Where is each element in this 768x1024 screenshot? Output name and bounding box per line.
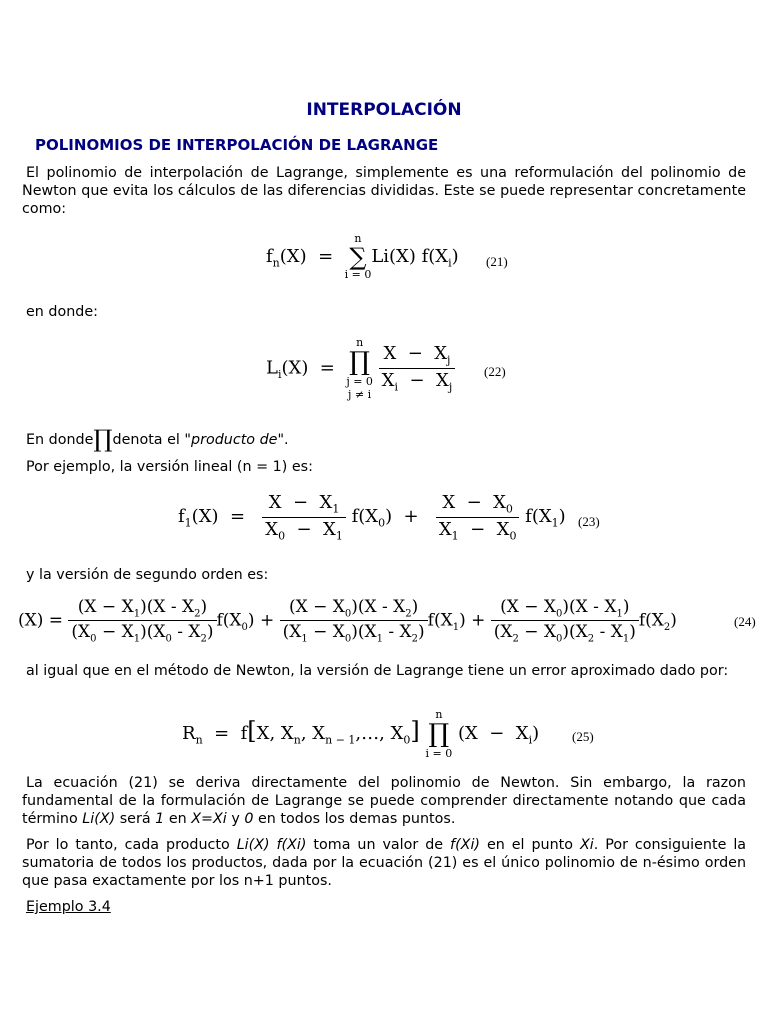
paragraph-producto: En donde∏denota el "producto de". [26, 425, 289, 453]
paragraph-error: al igual que en el método de Newton, la versión de Lagrange tiene un error aproximado dado por: [26, 663, 729, 679]
equation-23: $f_1(X)$ = $\frac{X - X_1}{X_0 - X_1}$ $f(X_0)$ + $\frac{X - X_0}{X_1 - X_0}$ $f(X_1)$ [178, 492, 566, 543]
equation-24: (X) = $\frac{(X - X_1)(X - X_2)}{(X_0 - X_1)(X_0 - X_2)}$ $f(X_0)$ + $\frac{(X - X_0)(X - X_2)}{(X_1 - X_0)(X_1 - X_2)}$ $f(X_1)$ + $\frac{(X - X_0)(X - X_1)}{(X_2 - X_0)(X_2 - X_1)}$ $f(X_2)$ [18, 597, 677, 645]
paragraph-intro: El polinomio de interpolación de Lagrange, simplemente es una reformulación del polinomio de Newton que evita los cálculos de las diferencias divididas. Este se puede representar concretamente como: [22, 165, 746, 217]
equation-22: $L_i(X)$ = n ∏ j = 0 j ≠ i $\frac{X - X_j}{X_i - X_j}$ [266, 336, 455, 401]
paragraph-derivacion: La ecuación (21) se deriva directamente del polinomio de Newton. Sin embargo, la razon fundamental de la formulación de Lagrange se puede comprender directamente notando que cada término Li(X) será 1 en X=Xi y 0 en todos los demas puntos. [22, 775, 746, 827]
section-subtitle: POLINOMIOS DE INTERPOLACIÓN DE LAGRANGE [35, 136, 439, 154]
equation-number-22: (22) [484, 364, 506, 379]
equation-number-21: (21) [486, 254, 508, 269]
paragraph-segundo-orden: y la versión de segundo orden es: [26, 567, 269, 583]
paragraph-en-donde: en donde: [26, 304, 98, 320]
equation-number-25: (25) [572, 729, 594, 744]
link-ejemplo[interactable]: Ejemplo 3.4 [26, 899, 111, 915]
product-symbol-icon: ∏ [93, 425, 113, 453]
equation-25: $R_n = f[X$, $X_n$, $X_{n - 1},\dots$, $X_0$] n ∏ i = 0 $(X - X_i)$ [182, 708, 540, 760]
paragraph-ejemplo-lineal: Por ejemplo, la versión lineal (n = 1) es: [26, 459, 313, 475]
equation-number-23: (23) [578, 514, 600, 529]
paragraph-conclusion: Por lo tanto, cada producto Li(X) f(Xi) toma un valor de f(Xi) en el punto Xi. Por consiguiente la sumatoria de todos los productos, dada por la ecuación (21) es el único polinomio de n-ésimo orden que pasa exactamente por los n+1 puntos. [22, 837, 747, 889]
equation-number-24: (24) [734, 614, 756, 629]
equation-21: $f_n(X)$ = n ∑ i = 0 Li(X) $f(X_i)$ [266, 232, 459, 281]
page-title: INTERPOLACIÓN [306, 100, 462, 120]
